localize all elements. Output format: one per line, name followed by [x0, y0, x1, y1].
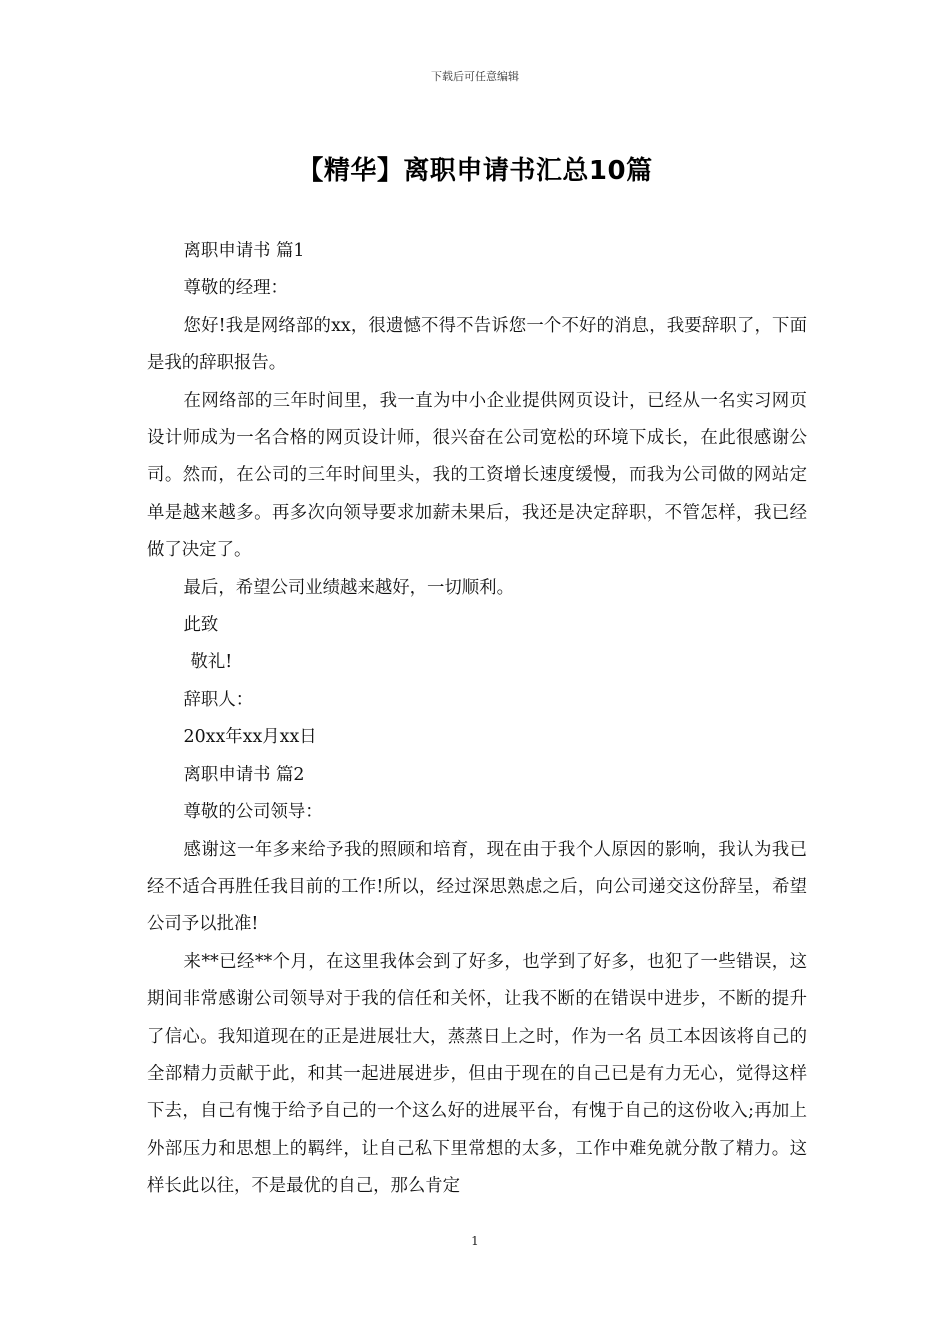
body-paragraph: 来**已经**个月，在这里我体会到了好多，也学到了好多，也犯了一些错误，这期间非常感谢公司领导对于我的信任和关怀，让我不断的在错误中进步，不断的提升了信心。我知道现在的正是进展壮大，蒸蒸日上之时，作为一名 员工本因该将自己的全部精力贡献于此，和其一起进展进步，但由于现在的自己已是有力无心，觉得这样下去，自己有愧于给予自己的一个这么好的进展平台，有愧于自己的这份收入;再加上外部压力和思想上的羁绊，让自己私下里常想的太多，工作中难免就分散了精力。这样长此以往，不是最优的自己，那么肯定 — [147, 951, 807, 1197]
date-line: 20xx年xx月xx日 — [183, 727, 317, 748]
salutation: 尊敬的经理： — [183, 278, 288, 299]
closing-line: 此致 — [183, 615, 219, 636]
document-title: 【精华】离职申请书汇总10篇 — [297, 156, 653, 186]
page-header-note: 下载后可任意编辑 — [431, 70, 519, 83]
salutation: 尊敬的公司领导： — [183, 802, 323, 823]
section-heading: 离职申请书 篇2 — [183, 764, 305, 785]
body-paragraph: 您好!我是网络部的xx，很遗憾不得不告诉您一个不好的消息，我要辞职了，下面是我的辞职报告。 — [147, 315, 807, 374]
page-number: 1 — [471, 1234, 479, 1248]
closing-greeting: 敬礼! — [190, 652, 233, 673]
section-heading: 离职申请书 篇1 — [183, 241, 305, 261]
document-body — [147, 233, 807, 1206]
signature-label: 辞职人： — [183, 689, 254, 710]
body-paragraph: 最后，希望公司业绩越来越好，一切顺利。 — [183, 577, 514, 598]
body-paragraph: 感谢这一年多来给予我的照顾和培育，现在由于我个人原因的影响，我认为我已经不适合再胜任我目前的工作!所以，经过深思熟虑之后，向公司递交这份辞呈，希望公司予以批准! — [147, 839, 807, 935]
body-paragraph: 在网络部的三年时间里，我一直为中小企业提供网页设计，已经从一名实习网页设计师成为一名合格的网页设计师，很兴奋在公司宽松的环境下成长，在此很感谢公司。然而，在公司的三年时间里头，我的工资增长速度缓慢，而我为公司做的网站定单是越来越多。再多次向领导要求加薪未果后，我还是决定辞职，不管怎样，我已经做了决定了。 — [147, 390, 807, 561]
